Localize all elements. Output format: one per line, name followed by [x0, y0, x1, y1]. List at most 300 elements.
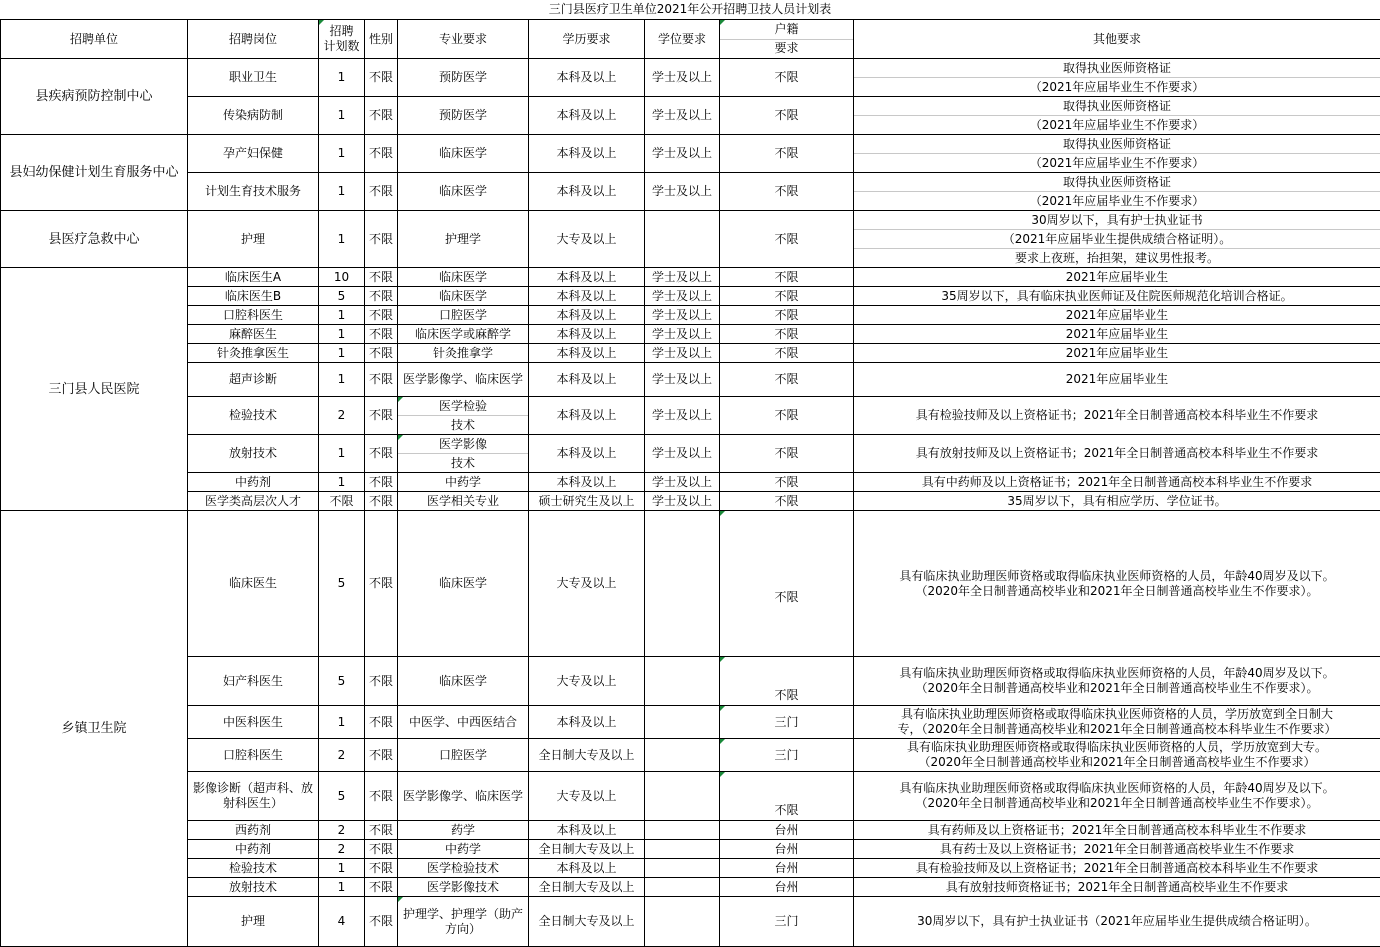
plan-count-cell: 1 — [319, 859, 365, 878]
huji-value: 不限 — [774, 232, 798, 246]
position-cell: 医学类高层次人才 — [188, 492, 319, 511]
huji-value: 不限 — [774, 184, 798, 198]
education-cell: 本科及以上 — [529, 397, 645, 435]
major-line: 医学检验 — [398, 397, 528, 415]
other-requirement-line: （2020年全日制普通高校毕业和2021年全日制普通高校毕业生不作要求）。 — [855, 681, 1379, 696]
huji-value: 不限 — [774, 494, 798, 508]
huji-value: 台州 — [774, 823, 798, 837]
header-row — [1, 20, 1380, 59]
major-cell: 针灸推拿学 — [398, 344, 529, 363]
huji-cell — [720, 706, 854, 739]
degree-cell: 学士及以上 — [645, 306, 720, 325]
table-row — [1, 511, 1380, 657]
position-cell: 检验技术 — [188, 859, 319, 878]
major-cell: 医学相关专业 — [398, 492, 529, 511]
huji-value: 不限 — [774, 372, 798, 386]
huji-value: 不限 — [774, 562, 798, 605]
degree-cell: 学士及以上 — [645, 435, 720, 473]
education-cell: 本科及以上 — [529, 435, 645, 473]
huji-cell — [720, 325, 854, 344]
major-cell: 临床医学 — [398, 173, 529, 211]
major-cell: 医学检验技术 — [398, 859, 529, 878]
huji-value: 不限 — [774, 270, 798, 284]
major-cell: 护理学、护理学（助产方向） — [398, 897, 529, 947]
huji-cell — [720, 739, 854, 772]
major-cell: 预防医学 — [398, 59, 529, 97]
huji-value: 不限 — [774, 346, 798, 360]
huji-cell — [720, 821, 854, 840]
other-requirement-cell — [854, 59, 1380, 97]
other-requirement-line: （2021年应届毕业生提供成绩合格证明）。 — [854, 229, 1380, 248]
plan-count-cell: 1 — [319, 59, 365, 97]
table-row — [1, 821, 1380, 840]
education-cell: 全日制大专及以上 — [529, 878, 645, 897]
huji-cell — [720, 173, 854, 211]
huji-value: 不限 — [774, 70, 798, 84]
huji-cell — [720, 268, 854, 287]
major-cell: 临床医学 — [398, 287, 529, 306]
plan-count-cell: 5 — [319, 511, 365, 657]
education-cell: 大专及以上 — [529, 772, 645, 821]
huji-cell — [720, 135, 854, 173]
education-cell: 本科及以上 — [529, 859, 645, 878]
major-cell: 医学影像学、临床医学 — [398, 363, 529, 397]
huji-cell — [720, 897, 854, 947]
table-row — [1, 325, 1380, 344]
education-cell: 全日制大专及以上 — [529, 739, 645, 772]
header-plan: 招聘 计划数 — [319, 20, 365, 59]
plan-count-cell: 不限 — [319, 492, 365, 511]
huji-value: 不限 — [774, 408, 798, 422]
major-cell: 口腔医学 — [398, 306, 529, 325]
huji-cell — [720, 287, 854, 306]
huji-value: 三门 — [774, 748, 798, 762]
unit-cell: 县医疗急救中心 — [1, 211, 188, 268]
other-requirement-line: （2021年应届毕业生不作要求） — [854, 77, 1380, 96]
other-requirement-cell — [854, 772, 1380, 821]
degree-cell: 学士及以上 — [645, 492, 720, 511]
plan-count-cell: 2 — [319, 840, 365, 859]
major-cell: 临床医学或麻醉学 — [398, 325, 529, 344]
table-row — [1, 706, 1380, 739]
major-cell: 中药学 — [398, 473, 529, 492]
education-cell: 全日制大专及以上 — [529, 897, 645, 947]
major-cell: 中医学、中西医结合 — [398, 706, 529, 739]
position-cell: 麻醉医生 — [188, 325, 319, 344]
plan-count-cell: 4 — [319, 897, 365, 947]
table-row — [1, 211, 1380, 268]
gender-cell: 不限 — [365, 840, 398, 859]
huji-value: 不限 — [721, 688, 852, 703]
gender-cell: 不限 — [365, 897, 398, 947]
gender-cell: 不限 — [365, 821, 398, 840]
gender-cell: 不限 — [365, 211, 398, 268]
degree-cell: 学士及以上 — [645, 473, 720, 492]
other-requirement-line: 2021年应届毕业生 — [855, 372, 1379, 387]
huji-value: 三门 — [774, 715, 798, 729]
other-requirement-line: 具有放射技师资格证书；2021年全日制普通高校毕业生不作要求 — [855, 880, 1379, 895]
huji-value: 三门 — [774, 914, 798, 928]
huji-value: 不限 — [774, 327, 798, 341]
plan-count-cell: 1 — [319, 363, 365, 397]
other-requirement-line: 具有临床执业助理医师资格或取得临床执业医师资格的人员，年龄40周岁及以下。 — [855, 781, 1379, 796]
huji-cell — [720, 435, 854, 473]
education-cell: 本科及以上 — [529, 473, 645, 492]
other-requirement-line: 35周岁以下，具有临床执业医师证及住院医师规范化培训合格证。 — [855, 289, 1379, 304]
gender-cell: 不限 — [365, 59, 398, 97]
other-requirement-line: 具有临床执业助理医师资格或取得临床执业医师资格的人员，学历放宽到全日制大 — [855, 707, 1379, 722]
table-row — [1, 363, 1380, 397]
position-cell: 中医科医生 — [188, 706, 319, 739]
major-cell: 临床医学 — [398, 268, 529, 287]
education-cell: 本科及以上 — [529, 97, 645, 135]
header-huji: 户籍 要求 — [720, 20, 854, 59]
gender-cell: 不限 — [365, 511, 398, 657]
other-requirement-cell — [854, 739, 1380, 772]
other-requirement-cell — [854, 859, 1380, 878]
education-cell: 大专及以上 — [529, 211, 645, 268]
other-requirement-line: 专，（2020年全日制普通高校毕业和2021年全日制普通高校本科毕业生不作要求） — [855, 722, 1379, 737]
major-cell: 口腔医学 — [398, 739, 529, 772]
other-requirement-line: 具有检验技师及以上资格证书；2021年全日制普通高校本科毕业生不作要求 — [855, 861, 1379, 876]
position-cell: 口腔科医生 — [188, 306, 319, 325]
position-cell: 放射技术 — [188, 878, 319, 897]
other-requirement-line: 30周岁以下，具有护士执业证书 — [854, 211, 1380, 229]
position-cell: 护理 — [188, 211, 319, 268]
other-requirement-cell — [854, 211, 1380, 268]
other-requirement-cell — [854, 287, 1380, 306]
other-requirement-cell — [854, 435, 1380, 473]
table-row — [1, 859, 1380, 878]
major-cell: 临床医学 — [398, 511, 529, 657]
table-row — [1, 657, 1380, 706]
other-requirement-line: 取得执业医师资格证 — [854, 59, 1380, 77]
table-row — [1, 878, 1380, 897]
huji-value: 不限 — [774, 108, 798, 122]
plan-count-cell: 1 — [319, 435, 365, 473]
plan-count-cell: 1 — [319, 325, 365, 344]
table-row — [1, 344, 1380, 363]
unit-cell: 县疾病预防控制中心 — [1, 59, 188, 135]
huji-value: 不限 — [774, 289, 798, 303]
position-cell: 计划生育技术服务 — [188, 173, 319, 211]
major-cell: 医学影像技术 — [398, 878, 529, 897]
other-requirement-cell — [854, 821, 1380, 840]
other-requirement-line: （2020年全日制普通高校毕业和2021年全日制普通高校毕业生不作要求） — [855, 755, 1379, 770]
gender-cell: 不限 — [365, 325, 398, 344]
plan-count-cell: 1 — [319, 97, 365, 135]
other-requirement-line: 具有药士及以上资格证书；2021年全日制普通高校毕业生不作要求 — [855, 842, 1379, 857]
gender-cell: 不限 — [365, 878, 398, 897]
gender-cell: 不限 — [365, 97, 398, 135]
position-cell: 中药剂 — [188, 840, 319, 859]
other-requirement-line: 具有药师及以上资格证书；2021年全日制普通高校本科毕业生不作要求 — [855, 823, 1379, 838]
other-requirement-line: 具有临床执业助理医师资格或取得临床执业医师资格的人员，年龄40周岁及以下。 — [855, 666, 1379, 681]
gender-cell: 不限 — [365, 492, 398, 511]
major-cell — [398, 435, 529, 473]
other-requirement-line: （2020年全日制普通高校毕业和2021年全日制普通高校毕业生不作要求）。 — [855, 796, 1379, 811]
other-requirement-cell — [854, 363, 1380, 397]
other-requirement-cell — [854, 473, 1380, 492]
education-cell: 硕士研究生及以上 — [529, 492, 645, 511]
gender-cell: 不限 — [365, 397, 398, 435]
huji-cell — [720, 59, 854, 97]
gender-cell: 不限 — [365, 859, 398, 878]
other-requirement-cell — [854, 657, 1380, 706]
major-line: 技术 — [398, 453, 528, 472]
degree-cell — [645, 840, 720, 859]
header-gender: 性别 — [365, 20, 398, 59]
gender-cell: 不限 — [365, 306, 398, 325]
other-requirement-cell — [854, 135, 1380, 173]
plan-count-cell: 1 — [319, 878, 365, 897]
plan-count-cell: 5 — [319, 772, 365, 821]
huji-value: 台州 — [774, 880, 798, 894]
huji-cell — [720, 97, 854, 135]
education-cell: 本科及以上 — [529, 59, 645, 97]
huji-cell — [720, 772, 854, 821]
education-cell: 本科及以上 — [529, 135, 645, 173]
other-requirement-line: （2021年应届毕业生不作要求） — [854, 153, 1380, 172]
degree-cell — [645, 772, 720, 821]
table-row — [1, 397, 1380, 435]
position-cell: 临床医生B — [188, 287, 319, 306]
header-major: 专业要求 — [398, 20, 529, 59]
degree-cell: 学士及以上 — [645, 135, 720, 173]
header-unit: 招聘单位 — [1, 20, 188, 59]
plan-count-cell: 1 — [319, 344, 365, 363]
plan-count-cell: 2 — [319, 739, 365, 772]
plan-count-cell: 5 — [319, 657, 365, 706]
header-position: 招聘岗位 — [188, 20, 319, 59]
position-cell: 超声诊断 — [188, 363, 319, 397]
degree-cell: 学士及以上 — [645, 268, 720, 287]
education-cell: 本科及以上 — [529, 173, 645, 211]
huji-value: 台州 — [774, 861, 798, 875]
other-requirement-cell — [854, 897, 1380, 947]
position-cell: 职业卫生 — [188, 59, 319, 97]
other-requirement-line: 要求上夜班，抬担架，建议男性报考。 — [854, 248, 1380, 267]
other-requirement-cell — [854, 492, 1380, 511]
education-cell: 本科及以上 — [529, 268, 645, 287]
other-requirement-line: （2021年应届毕业生不作要求） — [854, 115, 1380, 134]
degree-cell: 学士及以上 — [645, 59, 720, 97]
education-cell: 本科及以上 — [529, 306, 645, 325]
degree-cell: 学士及以上 — [645, 397, 720, 435]
degree-cell — [645, 878, 720, 897]
other-requirement-cell — [854, 878, 1380, 897]
education-cell: 全日制大专及以上 — [529, 840, 645, 859]
degree-cell — [645, 859, 720, 878]
position-cell: 放射技术 — [188, 435, 319, 473]
other-requirement-line: 取得执业医师资格证 — [854, 135, 1380, 153]
position-cell: 孕产妇保健 — [188, 135, 319, 173]
gender-cell: 不限 — [365, 344, 398, 363]
huji-cell — [720, 473, 854, 492]
table-row — [1, 59, 1380, 97]
other-requirement-line: （2021年应届毕业生不作要求） — [854, 191, 1380, 210]
education-cell: 大专及以上 — [529, 511, 645, 657]
position-cell: 临床医生A — [188, 268, 319, 287]
plan-count-cell: 5 — [319, 287, 365, 306]
gender-cell: 不限 — [365, 473, 398, 492]
other-requirement-cell — [854, 325, 1380, 344]
table-row — [1, 897, 1380, 947]
table-row — [1, 492, 1380, 511]
huji-cell — [720, 492, 854, 511]
other-requirement-line: 具有临床执业助理医师资格或取得临床执业医师资格的人员，年龄40周岁及以下。 — [855, 569, 1379, 584]
degree-cell — [645, 897, 720, 947]
gender-cell: 不限 — [365, 135, 398, 173]
gender-cell: 不限 — [365, 173, 398, 211]
huji-cell — [720, 397, 854, 435]
plan-count-cell: 2 — [319, 821, 365, 840]
degree-cell: 学士及以上 — [645, 344, 720, 363]
degree-cell — [645, 211, 720, 268]
other-requirement-line: （2020年全日制普通高校毕业和2021年全日制普通高校毕业生不作要求）。 — [855, 584, 1379, 599]
major-cell: 医学影像学、临床医学 — [398, 772, 529, 821]
table-row — [1, 97, 1380, 135]
header-degree: 学位要求 — [645, 20, 720, 59]
major-cell: 药学 — [398, 821, 529, 840]
major-cell: 临床医学 — [398, 657, 529, 706]
education-cell: 本科及以上 — [529, 363, 645, 397]
education-cell: 本科及以上 — [529, 821, 645, 840]
major-cell: 护理学 — [398, 211, 529, 268]
plan-count-cell: 1 — [319, 306, 365, 325]
huji-value: 不限 — [774, 446, 798, 460]
huji-cell — [720, 306, 854, 325]
other-requirement-cell — [854, 511, 1380, 657]
other-requirement-cell — [854, 840, 1380, 859]
unit-cell: 县妇幼保健计划生育服务中心 — [1, 135, 188, 211]
plan-count-cell: 1 — [319, 211, 365, 268]
position-cell: 护理 — [188, 897, 319, 947]
other-requirement-line: 2021年应届毕业生 — [855, 327, 1379, 342]
huji-value: 不限 — [774, 475, 798, 489]
degree-cell — [645, 657, 720, 706]
degree-cell: 学士及以上 — [645, 287, 720, 306]
huji-cell — [720, 363, 854, 397]
position-cell: 影像诊断（超声科、放射科医生） — [188, 772, 319, 821]
major-cell: 临床医学 — [398, 135, 529, 173]
table-row — [1, 173, 1380, 211]
degree-cell — [645, 706, 720, 739]
huji-cell — [720, 657, 854, 706]
gender-cell: 不限 — [365, 772, 398, 821]
other-requirement-line: 具有检验技师及以上资格证书；2021年全日制普通高校本科毕业生不作要求 — [855, 408, 1379, 423]
table-title: 三门县医疗卫生单位2021年公开招聘卫技人员计划表 — [0, 0, 1380, 20]
other-requirement-cell — [854, 268, 1380, 287]
other-requirement-line: 2021年应届毕业生 — [855, 308, 1379, 323]
major-line: 技术 — [398, 415, 528, 434]
other-requirement-line: 具有放射技师及以上资格证书；2021年全日制普通高校本科毕业生不作要求 — [855, 446, 1379, 461]
other-requirement-cell — [854, 306, 1380, 325]
header-education: 学历要求 — [529, 20, 645, 59]
huji-value: 不限 — [721, 803, 852, 818]
degree-cell — [645, 739, 720, 772]
degree-cell: 学士及以上 — [645, 325, 720, 344]
table-row — [1, 287, 1380, 306]
huji-cell — [720, 878, 854, 897]
education-cell: 本科及以上 — [529, 287, 645, 306]
other-requirement-line: 具有临床执业助理医师资格或取得临床执业医师资格的人员，学历放宽到大专。 — [855, 740, 1379, 755]
table-row — [1, 772, 1380, 821]
other-requirement-cell — [854, 397, 1380, 435]
major-cell — [398, 397, 529, 435]
other-requirement-line: 2021年应届毕业生 — [855, 346, 1379, 361]
plan-count-cell: 10 — [319, 268, 365, 287]
other-requirement-cell — [854, 97, 1380, 135]
unit-cell: 乡镇卫生院 — [1, 511, 188, 947]
table-row — [1, 473, 1380, 492]
other-requirement-line: 取得执业医师资格证 — [854, 97, 1380, 115]
table-row — [1, 435, 1380, 473]
degree-cell: 学士及以上 — [645, 97, 720, 135]
education-cell: 大专及以上 — [529, 657, 645, 706]
position-cell: 临床医生 — [188, 511, 319, 657]
degree-cell — [645, 821, 720, 840]
education-cell: 本科及以上 — [529, 344, 645, 363]
table-row — [1, 268, 1380, 287]
plan-count-cell: 1 — [319, 135, 365, 173]
gender-cell: 不限 — [365, 268, 398, 287]
major-cell: 预防医学 — [398, 97, 529, 135]
huji-cell — [720, 840, 854, 859]
gender-cell: 不限 — [365, 739, 398, 772]
degree-cell: 学士及以上 — [645, 363, 720, 397]
degree-cell — [645, 511, 720, 657]
education-cell: 本科及以上 — [529, 325, 645, 344]
position-cell: 针灸推拿医生 — [188, 344, 319, 363]
position-cell: 中药剂 — [188, 473, 319, 492]
major-cell: 中药学 — [398, 840, 529, 859]
unit-cell: 三门县人民医院 — [1, 268, 188, 511]
plan-count-cell: 1 — [319, 173, 365, 211]
other-requirement-cell — [854, 173, 1380, 211]
huji-value: 不限 — [774, 308, 798, 322]
position-cell: 口腔科医生 — [188, 739, 319, 772]
other-requirement-line: 30周岁以下，具有护士执业证书（2021年应届毕业生提供成绩合格证明）。 — [855, 914, 1379, 929]
recruitment-plan-table — [0, 19, 1380, 947]
huji-value: 台州 — [774, 842, 798, 856]
other-requirement-line: 具有中药师及以上资格证书；2021年全日制普通高校本科毕业生不作要求 — [855, 475, 1379, 490]
huji-value: 不限 — [774, 146, 798, 160]
major-line: 医学影像 — [398, 435, 528, 453]
other-requirement-line: 取得执业医师资格证 — [854, 173, 1380, 191]
degree-cell: 学士及以上 — [645, 173, 720, 211]
other-requirement-line: 2021年应届毕业生 — [855, 270, 1379, 285]
other-requirement-line: 35周岁以下，具有相应学历、学位证书。 — [855, 494, 1379, 509]
table-row — [1, 135, 1380, 173]
education-cell: 本科及以上 — [529, 706, 645, 739]
huji-cell — [720, 211, 854, 268]
gender-cell: 不限 — [365, 657, 398, 706]
gender-cell: 不限 — [365, 706, 398, 739]
position-cell: 妇产科医生 — [188, 657, 319, 706]
other-requirement-cell — [854, 344, 1380, 363]
plan-count-cell: 1 — [319, 473, 365, 492]
header-other: 其他要求 — [854, 20, 1380, 59]
gender-cell: 不限 — [365, 435, 398, 473]
huji-cell — [720, 344, 854, 363]
gender-cell: 不限 — [365, 287, 398, 306]
table-row — [1, 840, 1380, 859]
plan-count-cell: 2 — [319, 397, 365, 435]
position-cell: 检验技术 — [188, 397, 319, 435]
huji-cell — [720, 511, 854, 657]
other-requirement-cell — [854, 706, 1380, 739]
